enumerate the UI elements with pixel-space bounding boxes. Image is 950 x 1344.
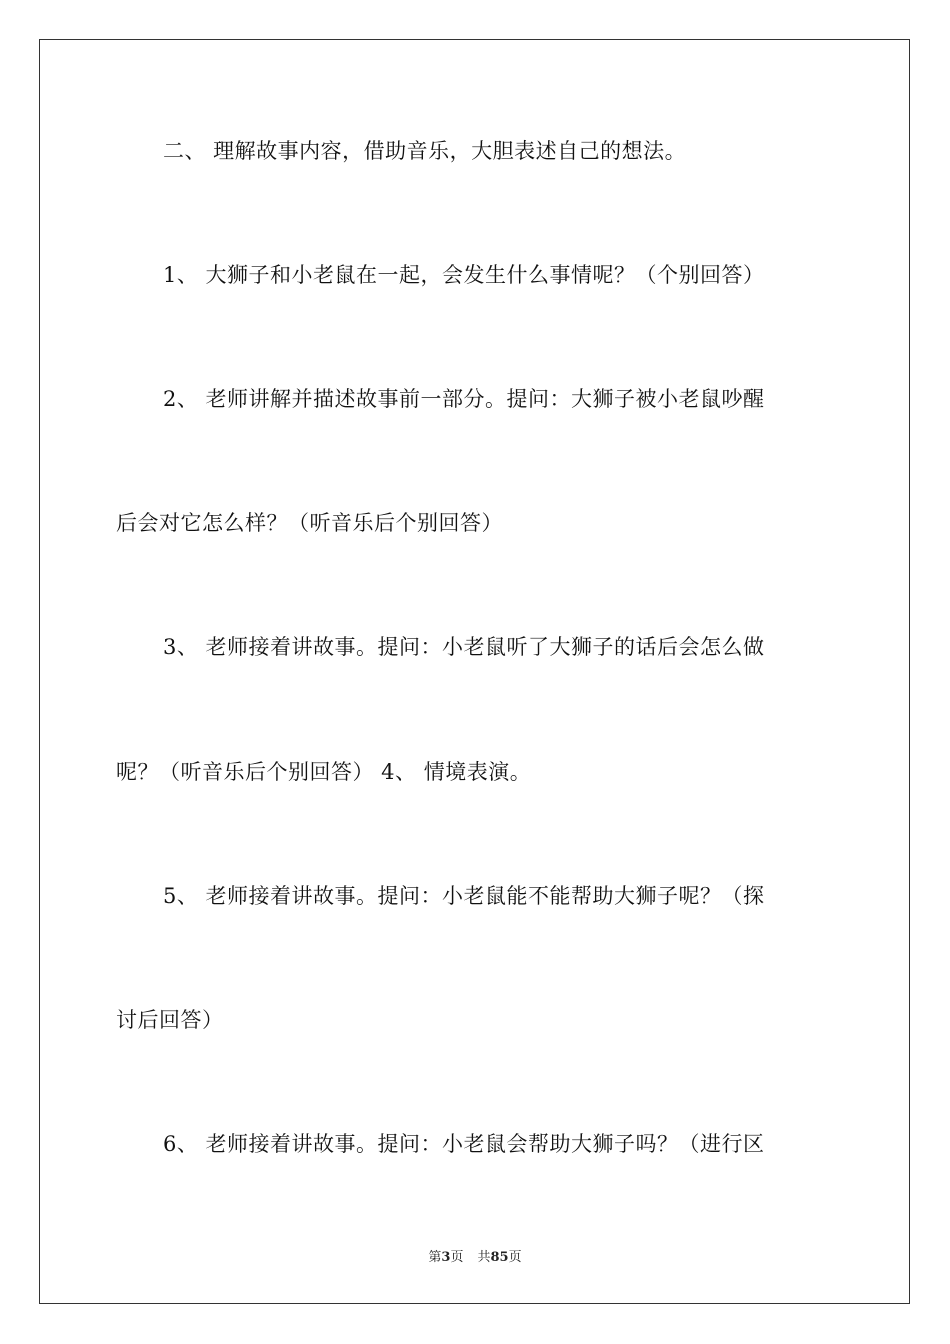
section-heading: 二、 理解故事内容，借助音乐，大胆表述自己的想法。 [163, 139, 687, 163]
paragraph-line: 3、 老师接着讲故事。提问：小老鼠听了大狮子的话后会怎么做 [163, 635, 765, 659]
page-border [39, 39, 910, 1304]
page-number: 3 [441, 1250, 451, 1265]
total-prefix: 共 [477, 1250, 491, 1265]
paragraph-line: 5、 老师接着讲故事。提问：小老鼠能不能帮助大狮子呢？（探 [163, 884, 765, 908]
paragraph-line: 后会对它怎么样？（听音乐后个别回答） [116, 511, 503, 535]
paragraph-line: 呢？（听音乐后个别回答） 4、 情境表演。 [116, 760, 532, 784]
paragraph-line: 2、 老师讲解并描述故事前一部分。提问：大狮子被小老鼠吵醒 [163, 387, 765, 411]
page-suffix: 页 [450, 1250, 464, 1265]
paragraph-line: 讨后回答） [116, 1008, 224, 1032]
total-pages: 85 [490, 1250, 509, 1265]
page-prefix: 第 [428, 1250, 442, 1265]
page-footer [0, 1246, 950, 1265]
total-suffix: 页 [508, 1250, 522, 1265]
paragraph-line: 6、 老师接着讲故事。提问：小老鼠会帮助大狮子吗？（进行区 [163, 1132, 765, 1156]
paragraph-line: 1、 大狮子和小老鼠在一起，会发生什么事情呢？（个别回答） [163, 263, 765, 287]
